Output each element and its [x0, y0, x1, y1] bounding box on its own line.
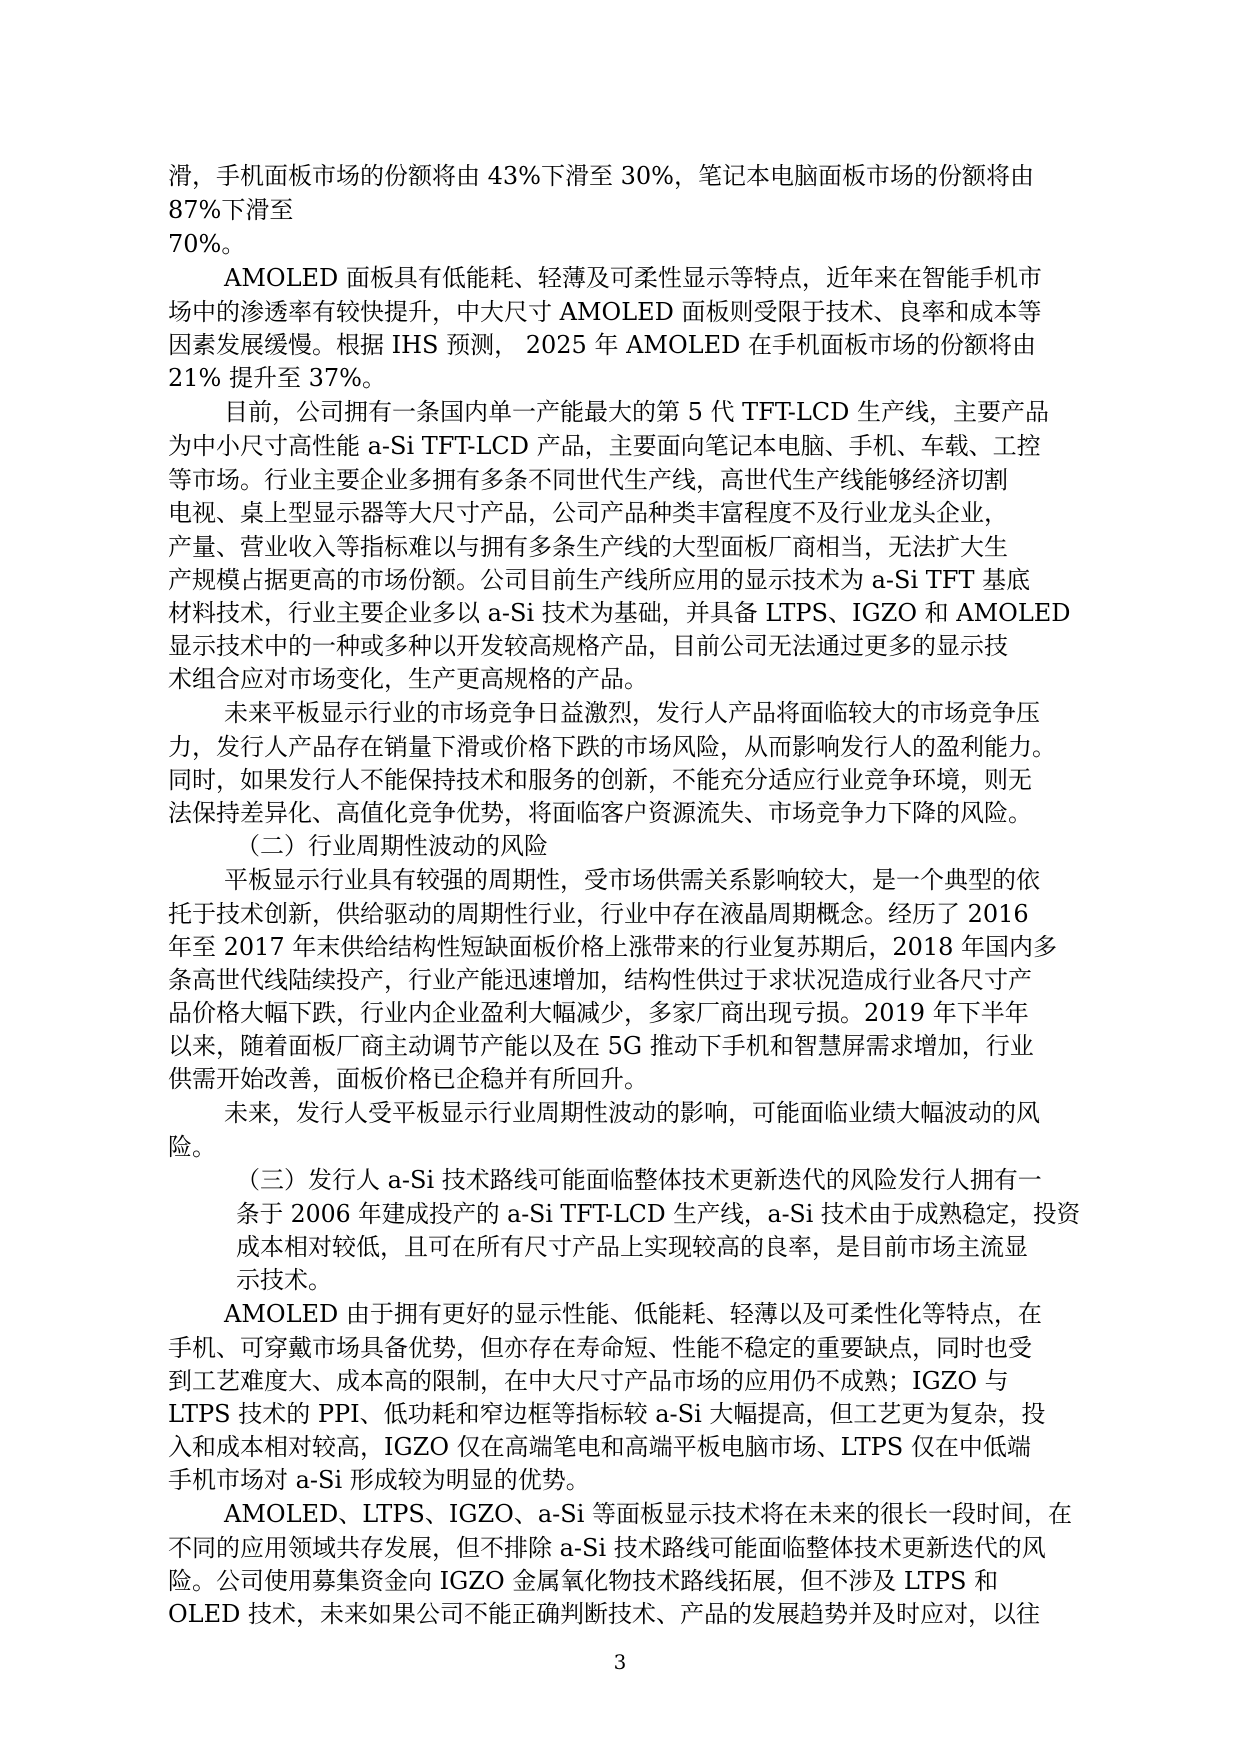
text-line: 托于技术创新，供给驱动的周期性行业，行业中存在液晶周期概念。经历了 2016 [168, 900, 1029, 928]
text-line: 产量、营业收入等指标难以与拥有多条生产线的大型面板厂商相当，无法扩大生 [168, 533, 1008, 561]
text-line: 以来，随着面板厂商主动调节产能以及在 5G 推动下手机和智慧屏需求增加，行业 [168, 1032, 1034, 1060]
text-line: 材料技术，行业主要企业多以 a-Si 技术为基础，并具备 LTPS、IGZO 和 AMOLED [168, 599, 1071, 627]
text-line: 条高世代线陆续投产，行业产能迅速增加，结构性供过于求状况造成行业各尺寸产 [168, 966, 1032, 994]
text-line: AMOLED、LTPS、IGZO、a-Si 等面板显示技术将在未来的很长一段时间，在 [224, 1500, 1073, 1528]
text-line: AMOLED 面板具有低能耗、轻薄及可柔性显示等特点，近年来在智能手机市 [224, 264, 1042, 292]
text-line: 场中的渗透率有较快提升，中大尺寸 AMOLED 面板则受限于技术、良率和成本等 [168, 298, 1042, 326]
text-line: 术组合应对市场变化，生产更高规格的产品。 [168, 665, 648, 693]
section-heading: （三）发行人 a-Si 技术路线可能面临整体技术更新迭代的风险发行人拥有一 [236, 1166, 1042, 1194]
text-line: 成本相对较低，且可在所有尺寸产品上实现较高的良率，是目前市场主流显 [236, 1233, 1028, 1261]
text-line: 未来，发行人受平板显示行业周期性波动的影响，可能面临业绩大幅波动的风 [224, 1099, 1040, 1127]
section-heading: （二）行业周期性波动的风险 [236, 832, 548, 860]
text-line: OLED 技术，未来如果公司不能正确判断技术、产品的发展趋势并及时应对，以往 [168, 1600, 1041, 1628]
text-line: 21% 提升至 37%。 [168, 364, 386, 392]
text-line: 示技术。 [236, 1266, 332, 1294]
text-line: 到工艺难度大、成本高的限制，在中大尺寸产品市场的应用仍不成熟；IGZO 与 [168, 1367, 1009, 1395]
text-line: 目前，公司拥有一条国内单一产能最大的第 5 代 TFT-LCD 生产线，主要产品 [224, 398, 1050, 426]
text-line: 87%下滑至 [168, 196, 294, 224]
text-line: 同时，如果发行人不能保持技术和服务的创新，不能充分适应行业竞争环境，则无 [168, 766, 1032, 794]
text-line: 不同的应用领域共存发展，但不排除 a-Si 技术路线可能面临整体技术更新迭代的风 [168, 1534, 1046, 1562]
text-line: 因素发展缓慢。根据 IHS 预测， 2025 年 AMOLED 在手机面板市场的份额将由 [168, 331, 1036, 359]
text-line: 力，发行人产品存在销量下滑或价格下跌的市场风险，从而影响发行人的盈利能力。 [168, 733, 1056, 761]
text-line: 供需开始改善，面板价格已企稳并有所回升。 [168, 1065, 648, 1093]
text-line: 手机市场对 a-Si 形成较为明显的优势。 [168, 1466, 590, 1494]
text-line: 险。公司使用募集资金向 IGZO 金属氧化物技术路线拓展，但不涉及 LTPS 和 [168, 1567, 999, 1595]
text-line: 手机、可穿戴市场具备优势，但亦存在寿命短、性能不稳定的重要缺点，同时也受 [168, 1334, 1032, 1362]
text-line: LTPS 技术的 PPI、低功耗和窄边框等指标较 a-Si 大幅提高，但工艺更为复杂，投 [168, 1400, 1046, 1428]
text-line: 年至 2017 年末供给结构性短缺面板价格上涨带来的行业复苏期后，2018 年国内多 [168, 933, 1058, 961]
text-line: 平板显示行业具有较强的周期性，受市场供需关系影响较大，是一个典型的依 [224, 866, 1040, 894]
text-line: 品价格大幅下跌，行业内企业盈利大幅减少，多家厂商出现亏损。2019 年下半年 [168, 999, 1029, 1027]
text-line: 产规模占据更高的市场份额。公司目前生产线所应用的显示技术为 a-Si TFT 基底 [168, 566, 1031, 594]
text-line: 未来平板显示行业的市场竞争日益激烈，发行人产品将面临较大的市场竞争压 [224, 699, 1040, 727]
text-line: 法保持差异化、高值化竞争优势，将面临客户资源流失、市场竞争力下降的风险。 [168, 799, 1032, 827]
text-line: 入和成本相对较高，IGZO 仅在高端笔电和高端平板电脑市场、LTPS 仅在中低端 [168, 1433, 1031, 1461]
text-line: 滑，手机面板市场的份额将由 43%下滑至 30%，笔记本电脑面板市场的份额将由 [168, 162, 1034, 190]
text-line: 险。 [168, 1133, 216, 1161]
text-line: 70%。 [168, 230, 246, 258]
text-line: AMOLED 由于拥有更好的显示性能、低能耗、轻薄以及可柔性化等特点，在 [224, 1300, 1042, 1328]
page-number: 3 [613, 1650, 627, 1674]
text-line: 为中小尺寸高性能 a-Si TFT-LCD 产品，主要面向笔记本电脑、手机、车载、工控 [168, 432, 1041, 460]
text-line: 等市场。行业主要企业多拥有多条不同世代生产线，高世代生产线能够经济切割 [168, 466, 1008, 494]
text-line: 条于 2006 年建成投产的 a-Si TFT-LCD 生产线，a-Si 技术由于成熟稳定，投资 [236, 1200, 1081, 1228]
text-line: 电视、桌上型显示器等大尺寸产品，公司产品种类丰富程度不及行业龙头企业， [168, 499, 1008, 527]
text-line: 显示技术中的一种或多种以开发较高规格产品，目前公司无法通过更多的显示技 [168, 632, 1008, 660]
